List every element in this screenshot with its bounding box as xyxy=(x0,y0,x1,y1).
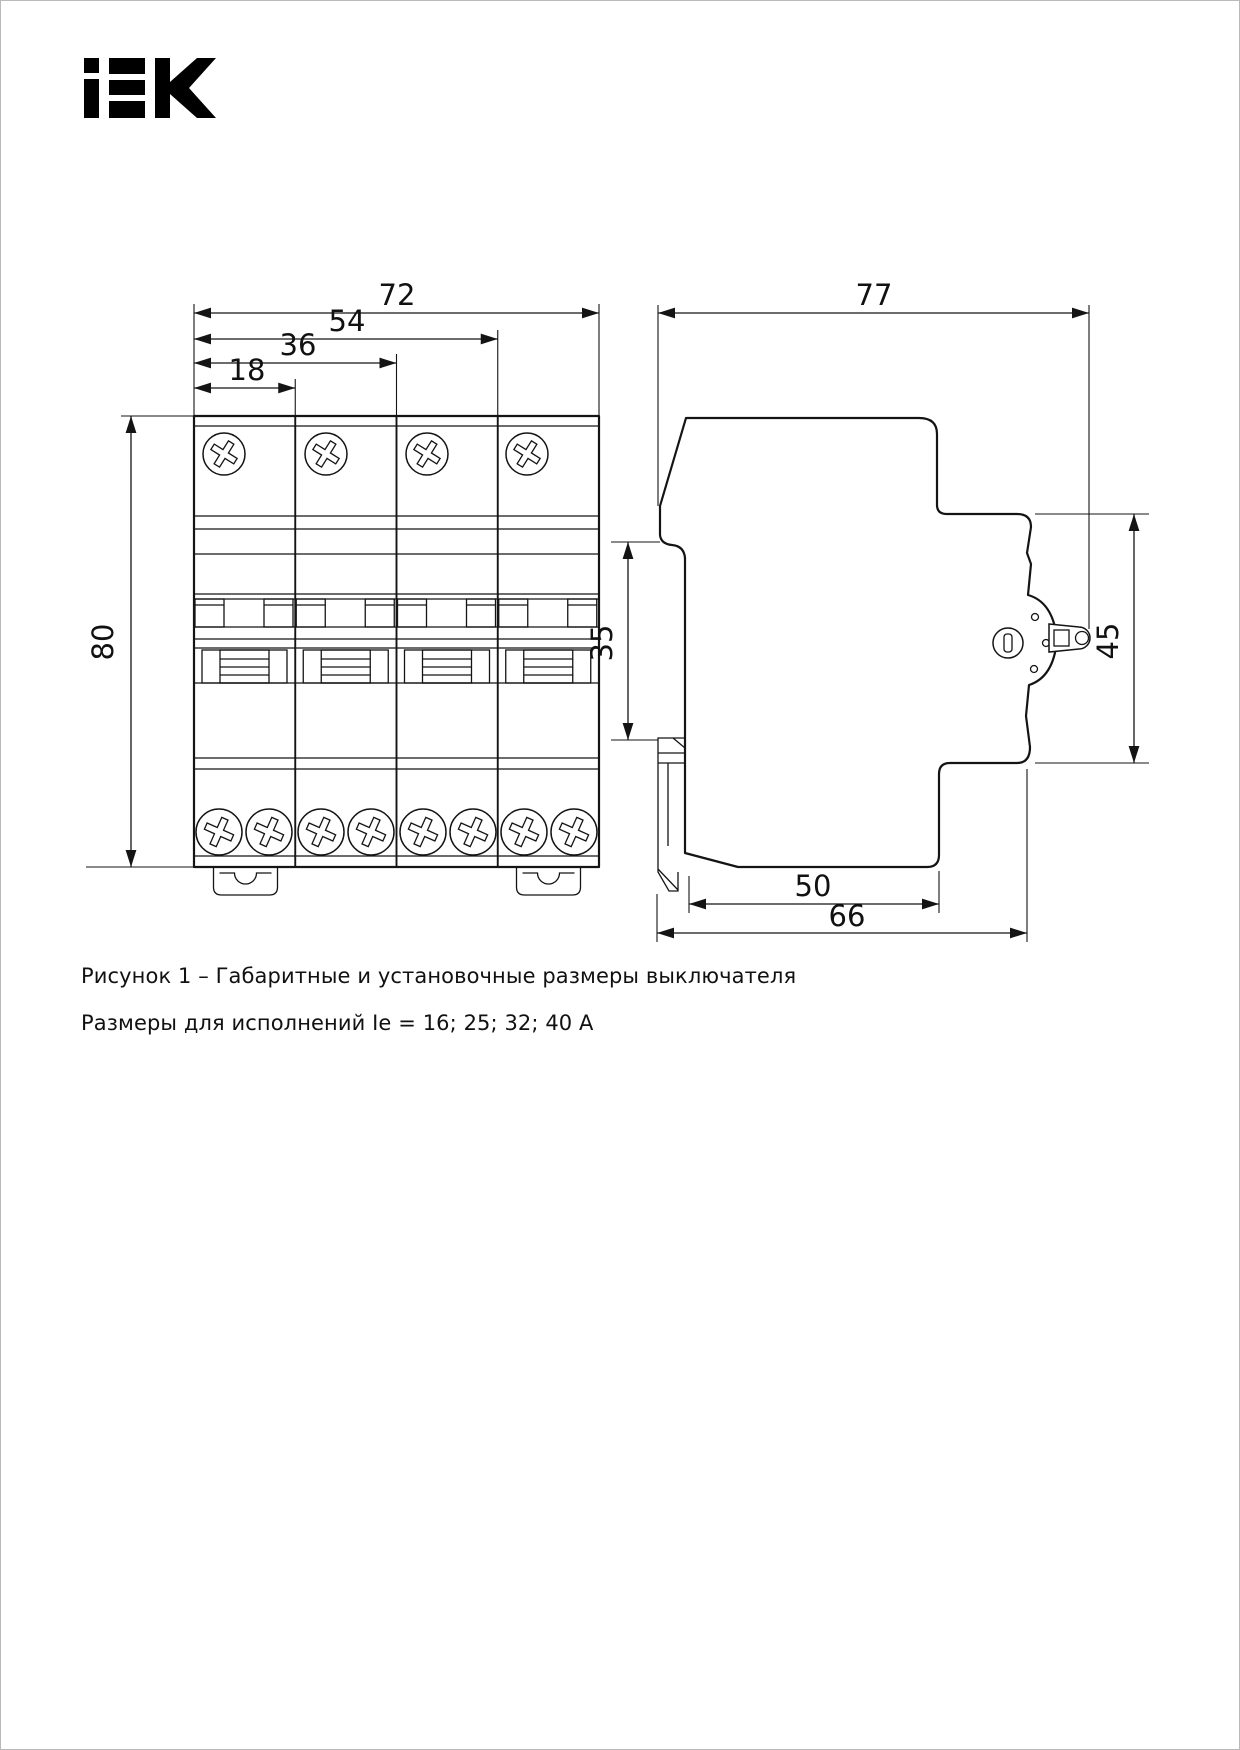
figure-caption-note: Размеры для исполнений Ie = 16; 25; 32; 40 А xyxy=(81,1011,594,1035)
logo-letter-k-arms xyxy=(170,58,216,118)
dim-label-width-3: 54 xyxy=(328,304,366,338)
figure-caption: Рисунок 1 – Габаритные и установочные размеры выключателя xyxy=(81,964,797,988)
dim-label-rail-height: 35 xyxy=(585,624,619,662)
side-view xyxy=(658,418,1090,891)
logo-letter-e-bar xyxy=(109,101,145,118)
dim-label-total-width: 72 xyxy=(378,278,416,312)
dim-label-width-1: 18 xyxy=(228,353,266,387)
din-clip-side xyxy=(658,738,685,891)
dim-label-total-depth: 77 xyxy=(855,278,893,312)
logo-letter-i-stem xyxy=(84,79,99,118)
dim-label-height: 80 xyxy=(86,623,120,661)
logo-letter-i-dot xyxy=(84,58,99,73)
dim-label-base-depth: 66 xyxy=(828,899,866,933)
din-clips-front xyxy=(214,867,581,895)
dim-label-lower-depth: 50 xyxy=(794,869,832,903)
dim-label-width-2: 36 xyxy=(279,328,317,362)
technical-drawing xyxy=(1,1,1240,1750)
iek-logo xyxy=(84,58,216,118)
adjustment-screw xyxy=(993,628,1023,658)
front-view xyxy=(194,416,599,895)
logo-letter-k-stem xyxy=(155,58,170,118)
logo-letter-e-bar xyxy=(109,80,145,95)
dim-label-front-height: 45 xyxy=(1091,622,1125,660)
logo-letter-e-bar xyxy=(109,58,145,74)
